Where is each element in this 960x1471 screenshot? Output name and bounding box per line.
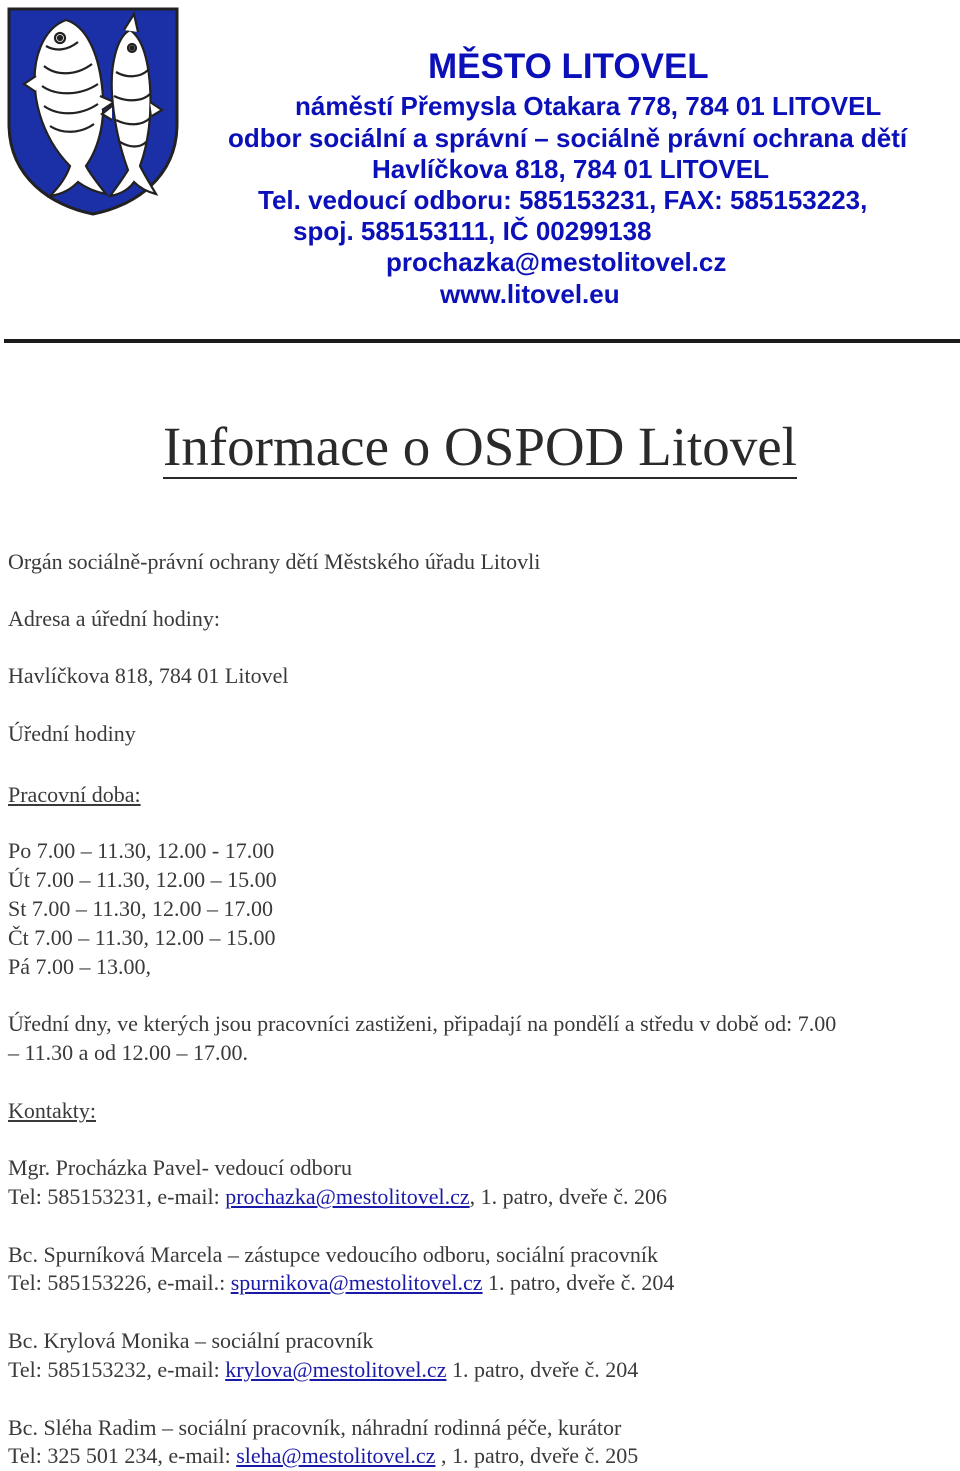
coat-of-arms-fish-icon xyxy=(6,6,180,216)
contact-1-tel: Tel: 585153231, e-mail: xyxy=(8,1184,220,1209)
contact-3-location: 1. patro, dveře č. 204 xyxy=(446,1357,639,1382)
hours-friday: Pá 7.00 – 13.00, xyxy=(8,954,151,979)
working-hours-heading: Pracovní doba: xyxy=(8,782,141,807)
header-divider xyxy=(4,339,960,343)
department-name: odbor sociální a správní – sociálně právní ochrana dětí xyxy=(228,123,908,153)
contact-4-location: , 1. patro, dveře č. 205 xyxy=(435,1443,639,1468)
contact-4-tel: Tel: 325 501 234, e-mail: xyxy=(8,1443,231,1468)
contact-2-location: 1. patro, dveře č. 204 xyxy=(482,1270,675,1295)
switchboard-ic-line: spoj. 585153111, IČ 00299138 xyxy=(293,216,652,246)
contact-1-name: Mgr. Procházka Pavel- vedoucí odboru xyxy=(8,1155,352,1180)
contact-4-details xyxy=(8,1441,638,1470)
contacts-heading: Kontakty: xyxy=(8,1098,96,1123)
city-coat-of-arms xyxy=(6,6,180,216)
header-email[interactable]: prochazka@mestolitovel.cz xyxy=(386,247,727,277)
phone-fax-line: Tel. vedoucí odboru: 585153231, FAX: 585153223, xyxy=(258,185,868,215)
contact-4-name: Bc. Sléha Radim – sociální pracovník, náhradní rodinná péče, kurátor xyxy=(8,1415,622,1440)
page-title-text: Informace o OSPOD Litovel xyxy=(163,416,797,477)
hours-thursday: Čt 7.00 – 11.30, 12.00 – 15.00 xyxy=(8,925,276,950)
contact-1-details xyxy=(8,1182,667,1211)
organ-name: Orgán sociálně-právní ochrany dětí Městského úřadu Litovli xyxy=(8,549,541,574)
contact-2-tel: Tel: 585153226, e-mail.: xyxy=(8,1270,226,1295)
contact-2-email-link[interactable]: spurnikova@mestolitovel.cz xyxy=(230,1270,483,1295)
office-address: Havlíčkova 818, 784 01 Litovel xyxy=(8,663,289,688)
hours-monday: Po 7.00 – 11.30, 12.00 - 17.00 xyxy=(8,838,275,863)
office-days-line-2: – 11.30 a od 12.00 – 17.00. xyxy=(8,1040,248,1065)
contact-1-email-link[interactable]: prochazka@mestolitovel.cz xyxy=(225,1184,470,1209)
office-hours-heading: Úřední hodiny xyxy=(8,721,136,746)
contact-3-name: Bc. Krylová Monika – sociální pracovník xyxy=(8,1328,374,1353)
contact-3-details xyxy=(8,1355,638,1384)
hours-wednesday: St 7.00 – 11.30, 12.00 – 17.00 xyxy=(8,896,274,921)
page-title xyxy=(0,414,960,480)
address-heading: Adresa a úřední hodiny: xyxy=(8,606,220,631)
contact-1-location: , 1. patro, dveře č. 206 xyxy=(469,1184,667,1209)
contact-3-email-link[interactable]: krylova@mestolitovel.cz xyxy=(225,1357,447,1382)
header-website[interactable]: www.litovel.eu xyxy=(440,279,620,309)
hours-tuesday: Út 7.00 – 11.30, 12.00 – 15.00 xyxy=(8,867,277,892)
department-address: Havlíčkova 818, 784 01 LITOVEL xyxy=(372,154,769,184)
office-days-line-1: Úřední dny, ve kterých jsou pracovníci zastiženi, připadají na pondělí a středu v době od: 7.00 xyxy=(8,1011,837,1036)
contact-2-name: Bc. Spurníková Marcela – zástupce vedoucího odboru, sociální pracovník xyxy=(8,1242,659,1267)
contact-2-details xyxy=(8,1268,674,1297)
city-address: náměstí Přemysla Otakara 778, 784 01 LITOVEL xyxy=(295,91,882,121)
contact-4-email-link[interactable]: sleha@mestolitovel.cz xyxy=(236,1443,436,1468)
city-title: MĚSTO LITOVEL xyxy=(428,47,709,86)
contact-3-tel: Tel: 585153232, e-mail: xyxy=(8,1357,220,1382)
